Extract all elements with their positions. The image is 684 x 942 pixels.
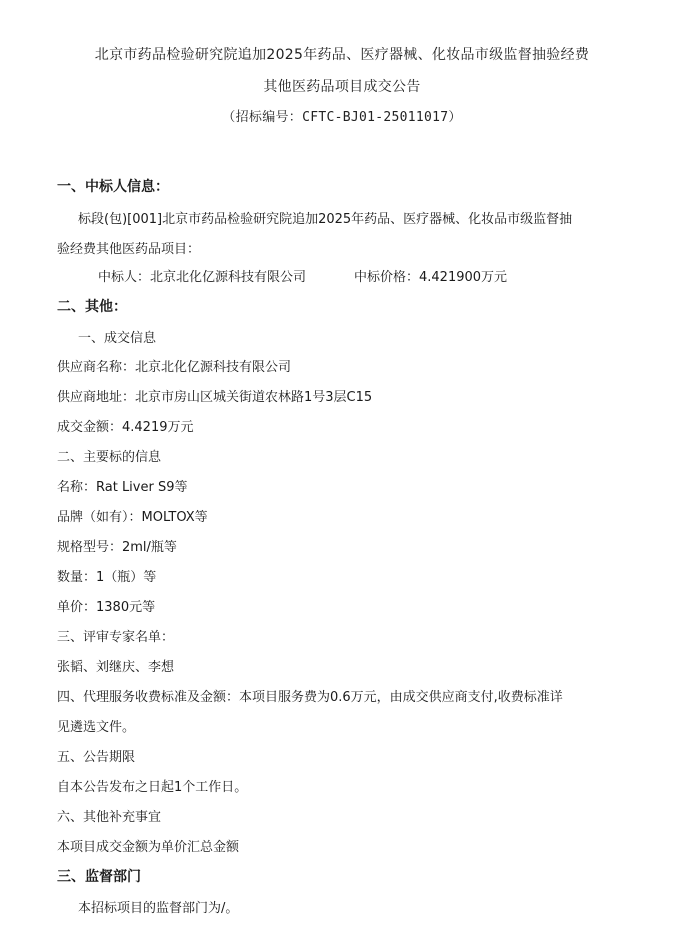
item-name: 名称：Rat Liver S9等 (57, 480, 188, 495)
lot-description-line1: 标段(包)[001]北京市药品检验研究院追加2025年药品、医疗器械、化妆品市级监督抽 (78, 212, 573, 227)
item-quantity: 数量：1（瓶）等 (57, 570, 157, 585)
section-winner-heading: 一、中标人信息： (57, 179, 169, 195)
deal-info-heading: 一、成交信息 (78, 331, 157, 346)
experts-heading: 三、评审专家名单： (57, 630, 175, 645)
deal-amount: 成交金额：4.4219万元 (57, 420, 194, 435)
section-supervision-heading: 三、监督部门 (57, 869, 141, 885)
supplement-heading: 六、其他补充事宜 (57, 810, 162, 825)
experts-list: 张韬、刘继庆、李想 (57, 660, 175, 675)
fee-line2: 见遴选文件。 (57, 720, 136, 735)
announcement-title-line2: 其他医药品项目成交公告 (263, 79, 421, 95)
period-text: 自本公告发布之日起1个工作日。 (57, 780, 248, 795)
supplier-address: 供应商地址：北京市房山区城关街道农林路1号3层C15 (57, 390, 373, 405)
supervision-text: 本招标项目的监督部门为/。 (78, 901, 239, 916)
supplier-name: 供应商名称：北京北化亿源科技有限公司 (57, 360, 292, 375)
tender-number: （招标编号：CFTC-BJ01-25011017） (222, 110, 462, 125)
item-spec: 规格型号：2ml/瓶等 (57, 540, 177, 555)
winning-price: 中标价格：4.421900万元 (354, 270, 508, 285)
announcement-title-line1: 北京市药品检验研究院追加2025年药品、医疗器械、化妆品市级监督抽验经费 (94, 47, 590, 63)
item-brand: 品牌（如有）：MOLTOX等 (57, 510, 208, 525)
fee-line1: 四、代理服务收费标准及金额：本项目服务费为0.6万元，由成交供应商支付,收费标准详 (57, 690, 563, 705)
section-other-heading: 二、其他： (57, 299, 127, 315)
lot-description-line2: 验经费其他医药品项目： (57, 242, 201, 257)
item-unit-price: 单价：1380元等 (57, 600, 156, 615)
main-item-heading: 二、主要标的信息 (57, 450, 162, 465)
winner-name: 中标人：北京北化亿源科技有限公司 (98, 270, 307, 285)
supplement-text: 本项目成交金额为单价汇总金额 (57, 840, 240, 855)
period-heading: 五、公告期限 (57, 750, 136, 765)
